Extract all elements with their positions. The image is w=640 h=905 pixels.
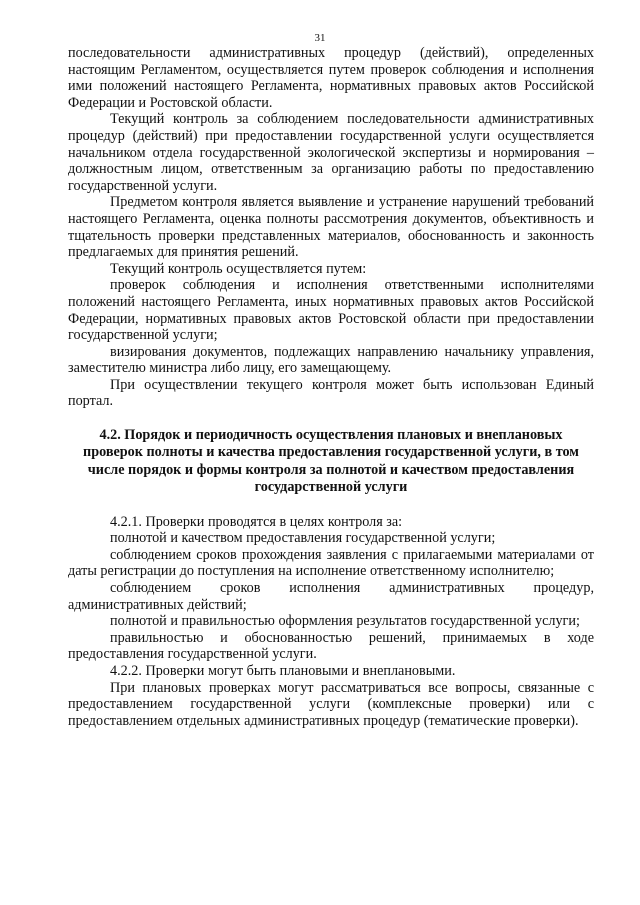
- paragraph-planned-checks: При плановых проверках могут рассматриваться все вопросы, связанные с предоставлением государственной услуги (комплексные проверки) или с предоставлением отдельных административных процедур (тематические проверки).: [68, 679, 594, 729]
- document-body: [68, 45, 594, 729]
- paragraph-unified-portal: При осуществлении текущего контроля может быть использован Единый портал.: [68, 376, 594, 410]
- paragraph-checks-purpose: 4.2.1. Проверки проводятся в целях контроля за:: [110, 513, 403, 530]
- spacer: [68, 410, 594, 427]
- paragraph-control-method-intro: Текущий контроль осуществляется путем:: [110, 260, 367, 277]
- list-item-completeness: полнотой и качеством предоставления государственной услуги;: [110, 530, 496, 547]
- page-number: 31: [314, 32, 326, 44]
- paragraph-current-control-responsible: Текущий контроль за соблюдением последовательности административных процедур (действий) при предоставлении государственной услуги осуществляется начальником отдела государственной экологической экспертизы и нормирования – должностным лицом, ответственным за организацию работы по предоставлению государственной услуги.: [68, 111, 594, 194]
- list-item-decisions-validity: правильностью и обоснованностью решений, принимаемых в ходе предоставления государственной услуги.: [68, 629, 594, 663]
- paragraph-control-subject: Предметом контроля является выявление и устранение нарушений требований настоящего Регламента, оценка полноты рассмотрения документов, объективность и тщательность проверки представленных материалов, обоснованность и законность предлагаемых для принятия решений.: [68, 194, 594, 261]
- list-item-deadlines-application: соблюдением сроков прохождения заявления с прилагаемыми материалами от даты регистрации до поступления на исполнение ответственному исполнителю;: [68, 546, 594, 580]
- section-heading: 4.2. Порядок и периодичность осуществления плановых и внеплановых проверок полноты и качества предоставления государственной услуги, в том числе порядок и формы контроля за полнотой и качеством предоставления государственной услуги: [83, 427, 579, 496]
- paragraph-checks-compliance: проверок соблюдения и исполнения ответственными исполнителями положений настоящего Регламента, иных нормативных правовых актов Российской Федерации, нормативных правовых актов Ростовской области при предоставлении государственной услуги;: [68, 277, 594, 344]
- paragraph-document-approval: визирования документов, подлежащих направлению начальнику управления, заместителю министра либо лицу, его замещающему.: [68, 343, 594, 377]
- paragraph-continuation: последовательности административных процедур (действий), определенных настоящим Регламентом, осуществляется путем проверок соблюдения и исполнения ими положений настоящего Регламента, нормативных правовых актов Российской Федерации и Ростовской области.: [68, 45, 594, 111]
- paragraph-check-types: 4.2.2. Проверки могут быть плановыми и внеплановыми.: [110, 663, 456, 680]
- list-item-results-formatting: полнотой и правильностью оформления результатов государственной услуги;: [110, 613, 580, 630]
- list-item-deadlines-procedures: соблюдением сроков исполнения административных процедур, административных действий;: [68, 580, 594, 613]
- spacer: [68, 497, 594, 514]
